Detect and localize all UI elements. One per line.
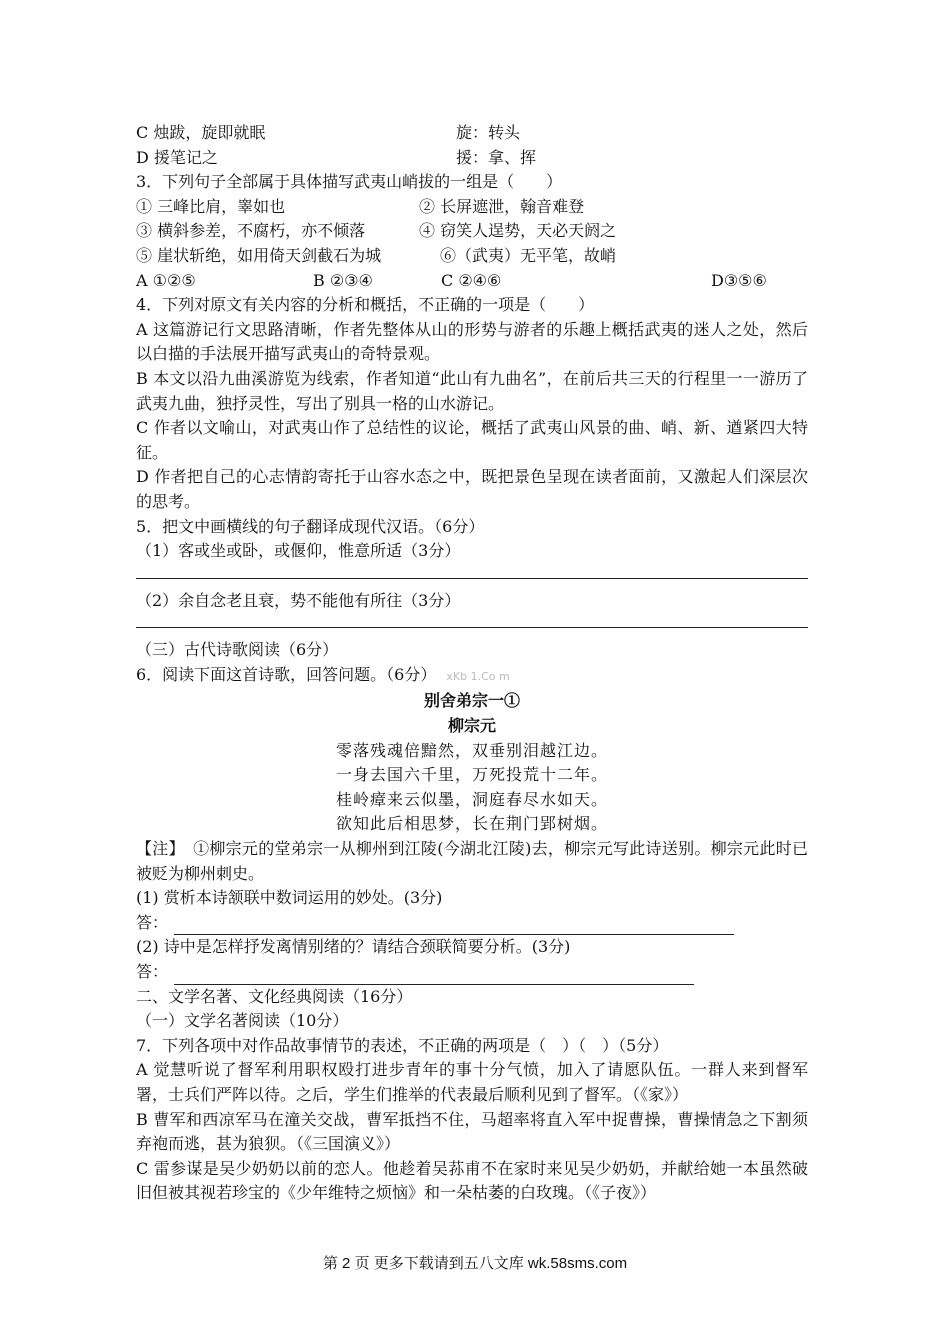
answer-label: 答： <box>136 912 169 932</box>
q3-answer-a: A ①②⑤ <box>136 270 196 290</box>
q2-option-d <box>136 146 808 171</box>
poem-title: 别舍弟宗一① <box>423 691 520 711</box>
watermark-text: xKb 1.Co m <box>446 669 510 683</box>
q4-option-c: C 作者以文喻山，对武夷山作了总结性的议论，概括了武夷山风景的曲、峭、新、遒紧四大特征。 <box>136 418 808 462</box>
part-2-heading: 二、文学名著、文化经典阅读（16分） <box>136 986 413 1006</box>
q6-answer-1 <box>136 911 808 936</box>
poem-line: 欲知此后相思梦，长在荆门郢树烟。 <box>335 814 608 834</box>
q4-option-d: D 作者把自己的心志情韵寄托于山容水态之中，既把景色呈现在读者面前，又激起人们深层次的思考。 <box>136 467 808 511</box>
q3-option-6: ⑥（武夷）无平笔，故峭 <box>440 245 617 265</box>
q5-answer-line-1 <box>136 564 808 579</box>
q4-option-a: A 这篇游记行文思路清晰，作者先整体从山的形势与游者的乐趣上概括武夷的迷人之处，然后以白描的手法展开描写武夷山的奇特景观。 <box>136 319 808 364</box>
answer-blank <box>174 918 734 935</box>
q3-option-2: ② 长屏遮泄，翰音难登 <box>419 196 585 216</box>
q7-option-a: A 觉慧听说了督军利用职权殴打进步青年的事十分气愤，加入了请愿队伍。一群人来到督军署，士兵们严阵以待。之后，学生们推举的代表最后顺利见到了督军。（《家》） <box>136 1060 808 1104</box>
q5-sentence-1: （1）客或坐或卧，或偃仰，惟意所适（3分） <box>136 541 461 561</box>
poem-line: 一身去国六千里，万死投荒十二年。 <box>335 765 608 785</box>
q4-option-b: B 本文以沿九曲溪游览为线索，作者知道“此山有九曲名”，在前后共三天的行程里一一游历了武夷九曲，独抒灵性，写出了别具一格的山水游记。 <box>136 368 808 413</box>
answer-label: 答： <box>136 962 169 981</box>
q6-stem-row <box>136 663 808 690</box>
q7-option-b: B 曹军和西凉军马在潼关交战，曹军抵挡不住，马超率将直入军中捉曹操，曹操情急之下割须弃袍而逃，甚为狼狈。（《三国演义》） <box>136 1109 808 1154</box>
q5-stem: 5．把文中画横线的句子翻译成现代汉语。（6分） <box>136 516 485 536</box>
answer-blank <box>174 968 694 985</box>
q5-answer-line-2 <box>136 613 808 628</box>
poem-line: 桂岭瘴来云似墨，洞庭春尽水如天。 <box>335 789 608 809</box>
q3-options-row2 <box>136 219 808 244</box>
part-2-sub-heading: （一）文学名著阅读（10分） <box>136 1011 349 1031</box>
poem-note: 【注】 ①柳宗元的堂弟宗一从柳州到江陵(今湖北江陵)去，柳宗元写此诗送别。柳宗元此时已被贬为柳州刺史。 <box>136 839 808 883</box>
q3-answer-b: B ②③④ <box>313 270 373 290</box>
q2-option-c-text: C 烛跋，旋即就眠 <box>136 123 266 142</box>
q2-option-d-text: D 援笔记之 <box>136 147 218 167</box>
section-3-heading: （三）古代诗歌阅读（6分） <box>136 640 339 660</box>
page-footer: 第 2 页 更多下载请到五八文库 wk.58sms.com <box>322 1255 628 1272</box>
q2-option-d-gloss: 援：拿、挥 <box>456 147 537 167</box>
page-content <box>136 121 808 1206</box>
q3-option-3: ③ 横斜参差，不腐朽，亦不倾落 <box>136 221 366 241</box>
q6-answer-2 <box>136 960 808 985</box>
q3-answer-d: D③⑤⑥ <box>711 270 767 290</box>
q3-options-row1 <box>136 195 808 220</box>
q3-option-1: ① 三峰比肩，睾如也 <box>136 196 286 216</box>
q3-stem: 3．下列句子全部属于具体描写武夷山峭拔的一组是（ ） <box>136 172 563 192</box>
q6-sub-question-1: (1) 赏析本诗颔联中数词运用的妙处。(3分) <box>136 888 443 908</box>
q2-option-c <box>136 121 808 146</box>
poem-author: 柳宗元 <box>447 716 496 736</box>
q3-option-5: ⑤ 崖状斩绝，如用倚天剑截石为城 <box>136 245 382 265</box>
q3-option-4: ④ 窃笑人逞势，天必天阏之 <box>419 221 617 241</box>
q2-option-c-gloss: 旋：转头 <box>456 123 521 142</box>
q3-answers <box>136 269 808 294</box>
q5-sentence-2: （2）余自念老且衰，势不能他有所往（3分） <box>136 590 461 610</box>
q3-answer-c: C ②④⑥ <box>441 270 502 290</box>
poem-line: 零落残魂倍黯然，双垂别泪越江边。 <box>335 740 608 760</box>
q7-option-c: C 雷参谋是吴少奶奶以前的恋人。他趁着吴荪甫不在家时来见吴少奶奶，并献给她一本虽然破旧但被其视若珍宝的《少年维特之烦恼》和一朵枯萎的白玫瑰。（《子夜》） <box>136 1158 808 1203</box>
q6-stem: 6．阅读下面这首诗歌，回答问题。（6分） <box>136 664 437 684</box>
q7-stem: 7．下列各项中对作品故事情节的表述，不正确的两项是（ ）（ ）（5分） <box>136 1035 669 1055</box>
q4-stem: 4．下列对原文有关内容的分析和概括，不正确的一项是（ ） <box>136 295 595 315</box>
q6-sub-question-2: (2) 诗中是怎样抒发离情别绪的？请结合颈联简要分析。(3分) <box>136 937 571 957</box>
q3-options-row3 <box>136 244 808 269</box>
